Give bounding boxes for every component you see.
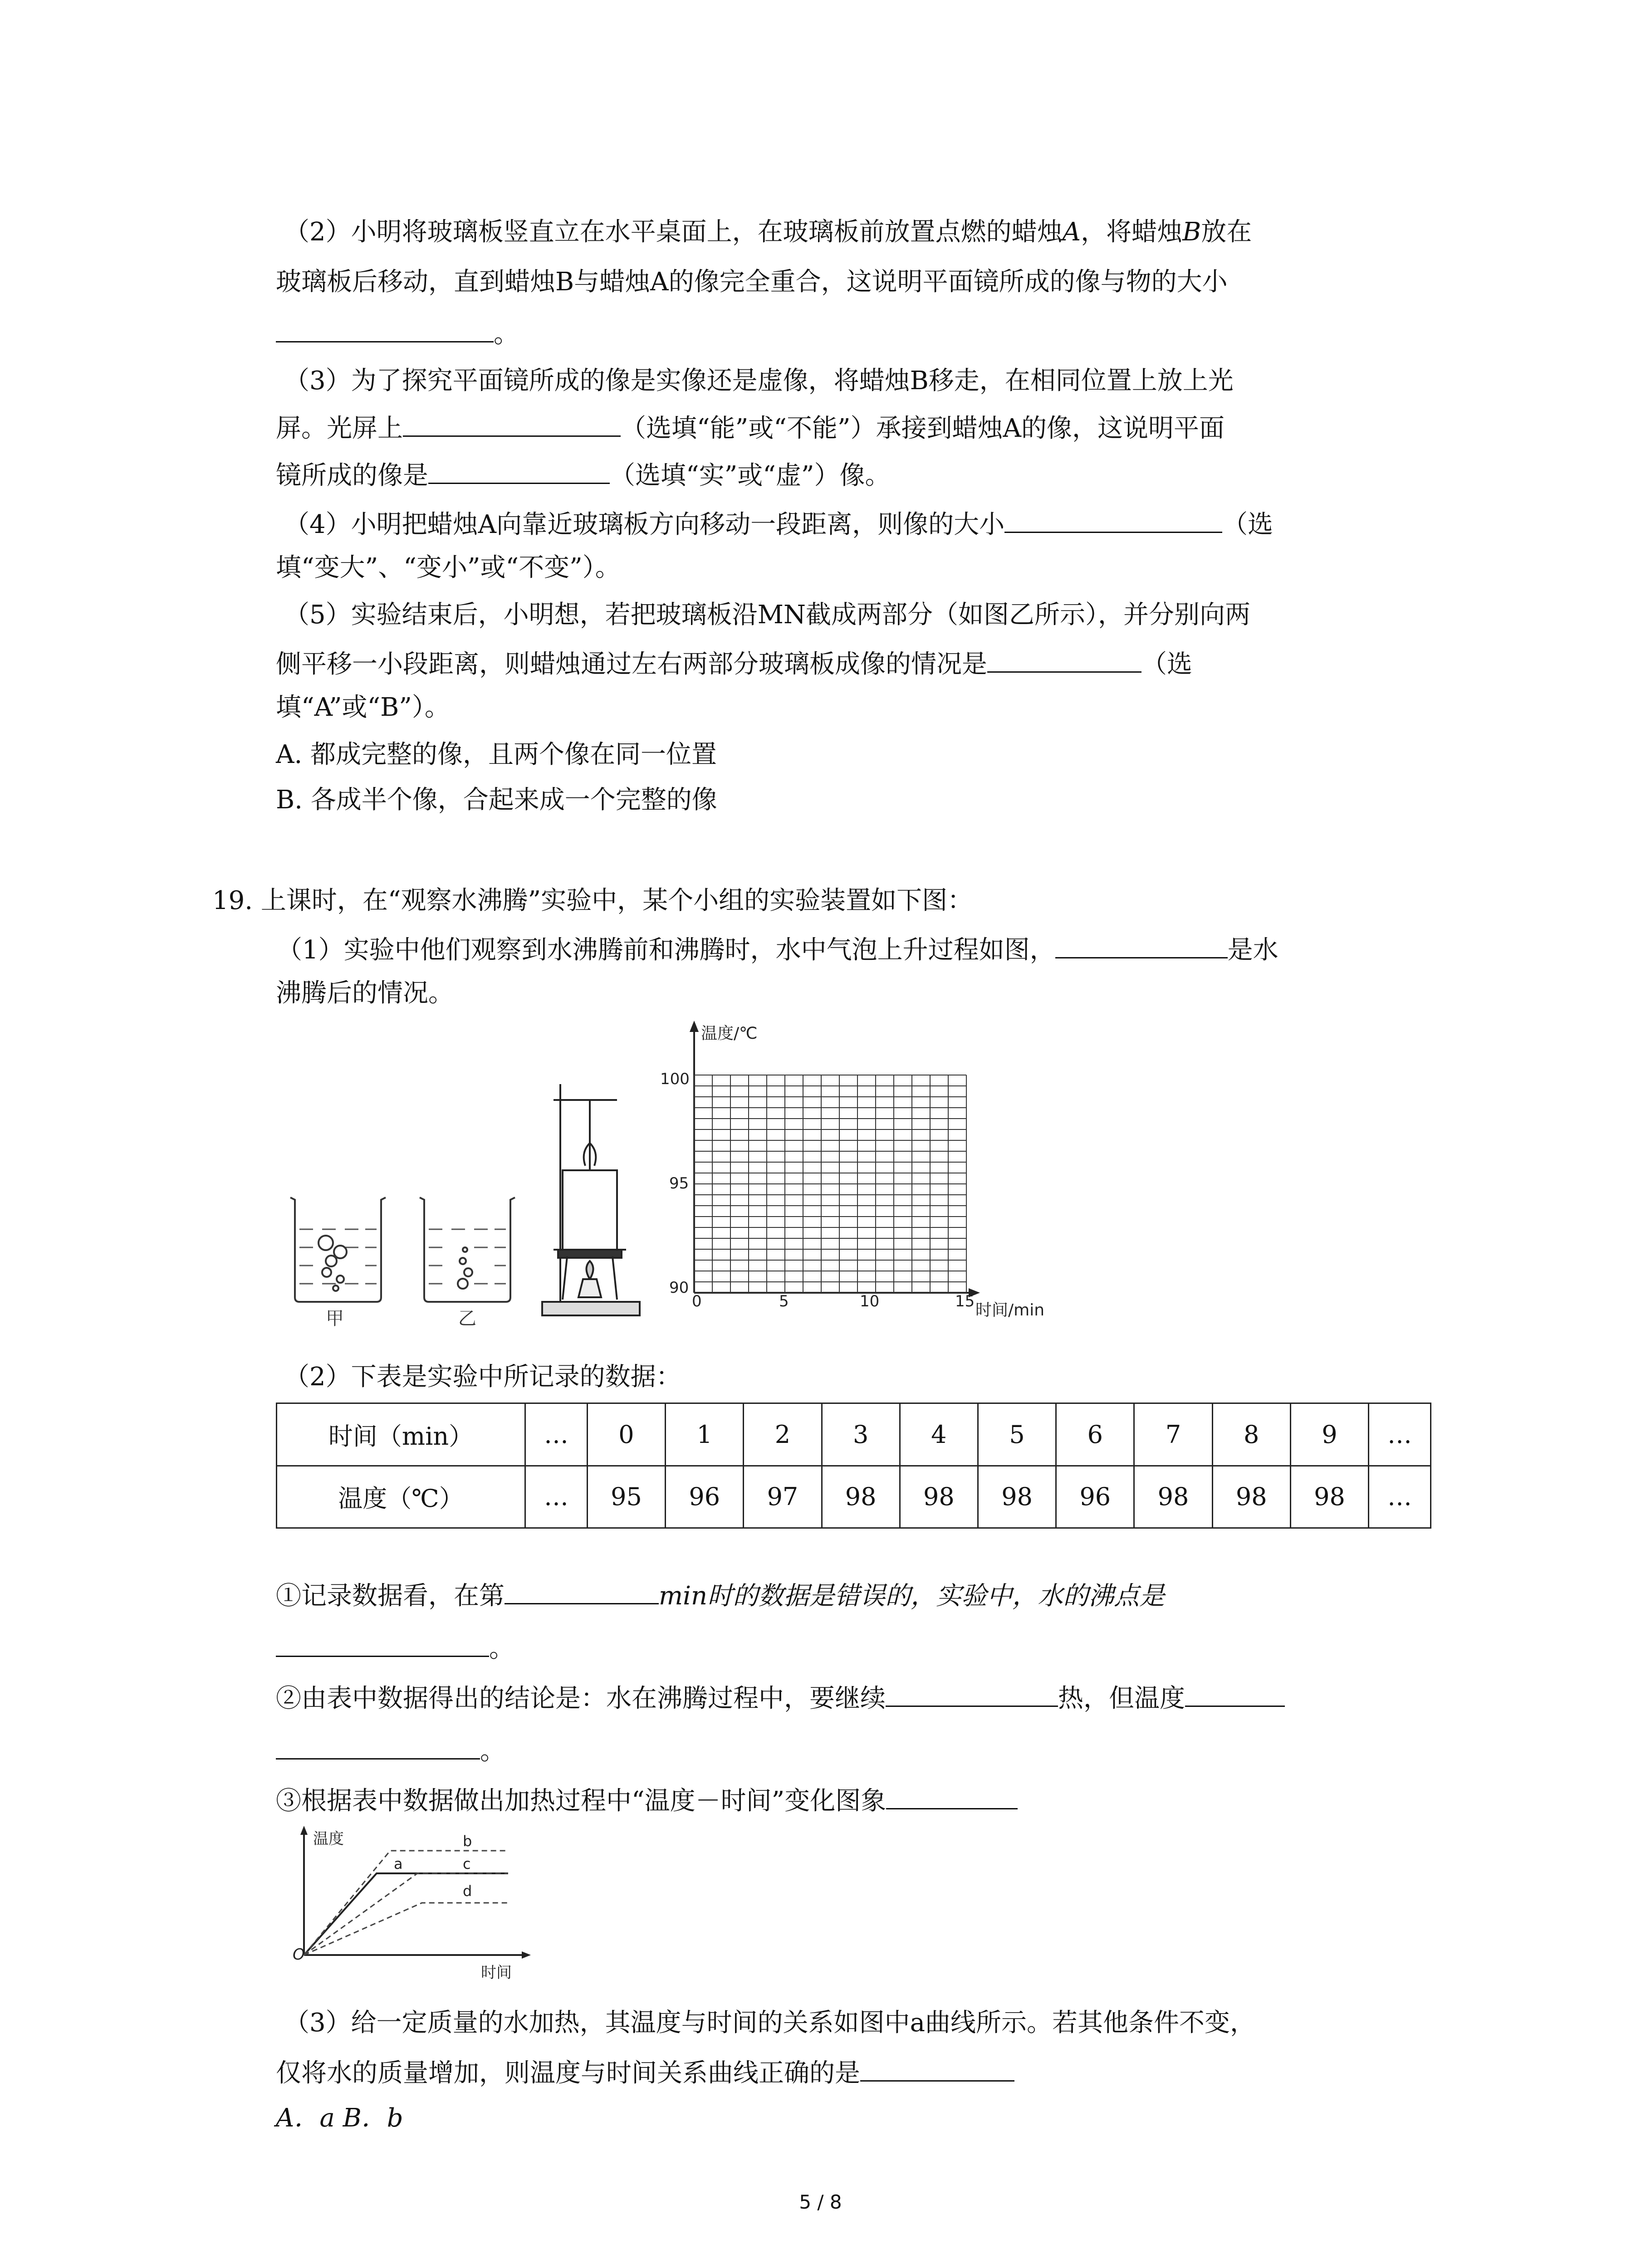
- heating-apparatus: [542, 1084, 640, 1315]
- q18-part3-line2: 屏。光屏上 （选填“能”或“不能”）承接到蜡烛A的像，这说明平面: [276, 408, 1225, 447]
- q19-sub1-line1: ①记录数据看，在第 min时的数据是错误的，实验中，水的沸点是: [276, 1576, 1165, 1614]
- x-tick-0: 0: [692, 1292, 702, 1310]
- table-cell: 6: [1056, 1403, 1134, 1466]
- q18-part2-line2: 玻璃板后移动，直到蜡烛B与蜡烛A的像完全重合，这说明平面镜所成的像与物的大小: [276, 267, 1228, 297]
- q18-part3-line3: 镜所成的像是 （选填“实”或“虚”）像。: [276, 455, 891, 494]
- beaker-jia-label: 甲: [326, 1308, 344, 1329]
- table-cell: …: [1369, 1403, 1431, 1466]
- q18-part5-line3: 填“A”或“B”）。: [276, 693, 450, 722]
- table-cell: …: [1369, 1466, 1431, 1528]
- q19-sub2-line1: ②由表中数据得出的结论是：水在沸腾过程中，要继续 热，但温度: [276, 1678, 1285, 1717]
- page-number: 5 / 8: [799, 2191, 842, 2213]
- q18-part4-line1: （4）小明把蜡烛A向靠近玻璃板方向移动一段距离，则像的大小 （选: [284, 504, 1273, 543]
- answer-blank[interactable]: [276, 1628, 489, 1657]
- table-cell: 98: [900, 1466, 978, 1528]
- table-cell: 97: [744, 1466, 822, 1528]
- curve-label-d: d: [463, 1882, 472, 1900]
- x-tick-5: 5: [779, 1292, 789, 1310]
- small-xlabel: 时间: [481, 1964, 512, 1982]
- data-table: [276, 1403, 1431, 1529]
- table-cell: 98: [1290, 1466, 1368, 1528]
- answer-blank[interactable]: [403, 408, 621, 437]
- x-tick-15: 15: [955, 1292, 975, 1310]
- table-cell: 98: [822, 1466, 900, 1528]
- q19-part3-line2: 仅将水的质量增加，则温度与时间关系曲线正确的是: [276, 2053, 1014, 2092]
- answer-blank[interactable]: [1185, 1678, 1285, 1707]
- curve-label-a: a: [394, 1855, 403, 1872]
- y-tick-95: 95: [669, 1174, 689, 1193]
- curve-label-b: b: [463, 1833, 472, 1850]
- table-cell: 5: [978, 1403, 1056, 1466]
- table-cell: …: [525, 1403, 588, 1466]
- answer-blank[interactable]: [505, 1576, 659, 1604]
- temperature-time-grid: [660, 1021, 1044, 1320]
- q19-sub1-line2: 。: [276, 1628, 514, 1667]
- q18-part5-line1: （5）实验结束后，小明想，若把玻璃板沿MN截成两部分（如图乙所示），并分别向两: [284, 600, 1250, 630]
- answer-blank[interactable]: [1055, 930, 1228, 958]
- q19-part1-line1: （1）实验中他们观察到水沸腾前和沸腾时，水中气泡上升过程如图， 是水: [277, 930, 1279, 968]
- answer-blank[interactable]: [987, 644, 1141, 673]
- table-cell: 8: [1212, 1403, 1290, 1466]
- curve-a: [304, 1873, 508, 1955]
- table-cell: 1: [666, 1403, 744, 1466]
- table-cell: 3: [822, 1403, 900, 1466]
- table-cell: 96: [1056, 1466, 1134, 1528]
- table-cell: 4: [900, 1403, 978, 1466]
- table-cell: 时间（min）: [277, 1403, 525, 1466]
- beaker-yi-label: 乙: [458, 1308, 476, 1329]
- boiling-experiment-figure: [272, 1021, 1089, 1338]
- q19-part3-options: A．a B．b: [276, 2103, 403, 2133]
- curve-d: [304, 1903, 508, 1955]
- temperature-time-curves: [272, 1823, 554, 1996]
- curve-label-c: c: [463, 1855, 471, 1872]
- small-ylabel: 温度: [313, 1830, 344, 1848]
- grid-xlabel: 时间/min: [975, 1301, 1045, 1320]
- q18-part2-line1: （2）小明将玻璃板竖直立在水平桌面上，在玻璃板前放置点燃的蜡烛A，将蜡烛B放在: [284, 217, 1252, 247]
- q18-part4-line2: 填“变大”、“变小”或“不变”）。: [276, 553, 621, 582]
- table-cell: 98: [978, 1466, 1056, 1528]
- q19-title: 19. 上课时，在“观察水沸腾”实验中，某个小组的实验装置如下图：: [212, 886, 973, 915]
- table-cell: 0: [587, 1403, 665, 1466]
- option-b: B. 各成半个像，合起来成一个完整的像: [276, 785, 717, 815]
- table-cell: 温度（℃）: [277, 1466, 525, 1528]
- option-a: A. 都成完整的像，且两个像在同一位置: [276, 740, 717, 769]
- q18-part3-line1: （3）为了探究平面镜所成的像是实像还是虚像，将蜡烛B移走，在相同位置上放上光: [284, 366, 1234, 396]
- q18-part5-line2: 侧平移一小段距离，则蜡烛通过左右两部分玻璃板成像的情况是 （选: [276, 644, 1192, 683]
- table-cell: 95: [587, 1466, 665, 1528]
- grid-ylabel: 温度/℃: [701, 1024, 758, 1043]
- small-origin: O: [293, 1945, 305, 1964]
- table-cell: 98: [1212, 1466, 1290, 1528]
- q19-sub3-line: ③根据表中数据做出加热过程中“温度－时间”变化图象: [276, 1781, 1018, 1819]
- table-row-time: [277, 1403, 1431, 1466]
- table-cell: 98: [1134, 1466, 1212, 1528]
- curve-c: [304, 1873, 508, 1955]
- table-cell: 2: [744, 1403, 822, 1466]
- answer-blank[interactable]: [886, 1781, 1018, 1809]
- y-tick-90: 90: [669, 1279, 689, 1297]
- y-tick-100: 100: [660, 1070, 690, 1088]
- beaker-jia: [290, 1198, 386, 1302]
- answer-blank[interactable]: [1004, 504, 1222, 533]
- q18-part2-line3: 。: [276, 314, 519, 352]
- answer-blank[interactable]: [276, 1731, 480, 1760]
- table-row-temp: [277, 1466, 1431, 1528]
- answer-blank[interactable]: [428, 455, 610, 484]
- answer-blank[interactable]: [886, 1678, 1058, 1707]
- x-tick-10: 10: [860, 1292, 880, 1310]
- table-cell: 9: [1290, 1403, 1368, 1466]
- answer-blank[interactable]: [276, 314, 494, 342]
- answer-blank[interactable]: [860, 2053, 1014, 2082]
- q19-part2-intro: （2）下表是实验中所记录的数据：: [284, 1362, 681, 1392]
- table-cell: …: [525, 1466, 588, 1528]
- table-cell: 96: [666, 1466, 744, 1528]
- q19-part3-line1: （3）给一定质量的水加热，其温度与时间的关系如图中a曲线所示。若其他条件不变，: [284, 2008, 1256, 2038]
- q19-part1-line2: 沸腾后的情况。: [276, 978, 454, 1008]
- table-cell: 7: [1134, 1403, 1212, 1466]
- beaker-yi: [420, 1198, 515, 1302]
- q19-sub2-line2: 。: [276, 1731, 505, 1769]
